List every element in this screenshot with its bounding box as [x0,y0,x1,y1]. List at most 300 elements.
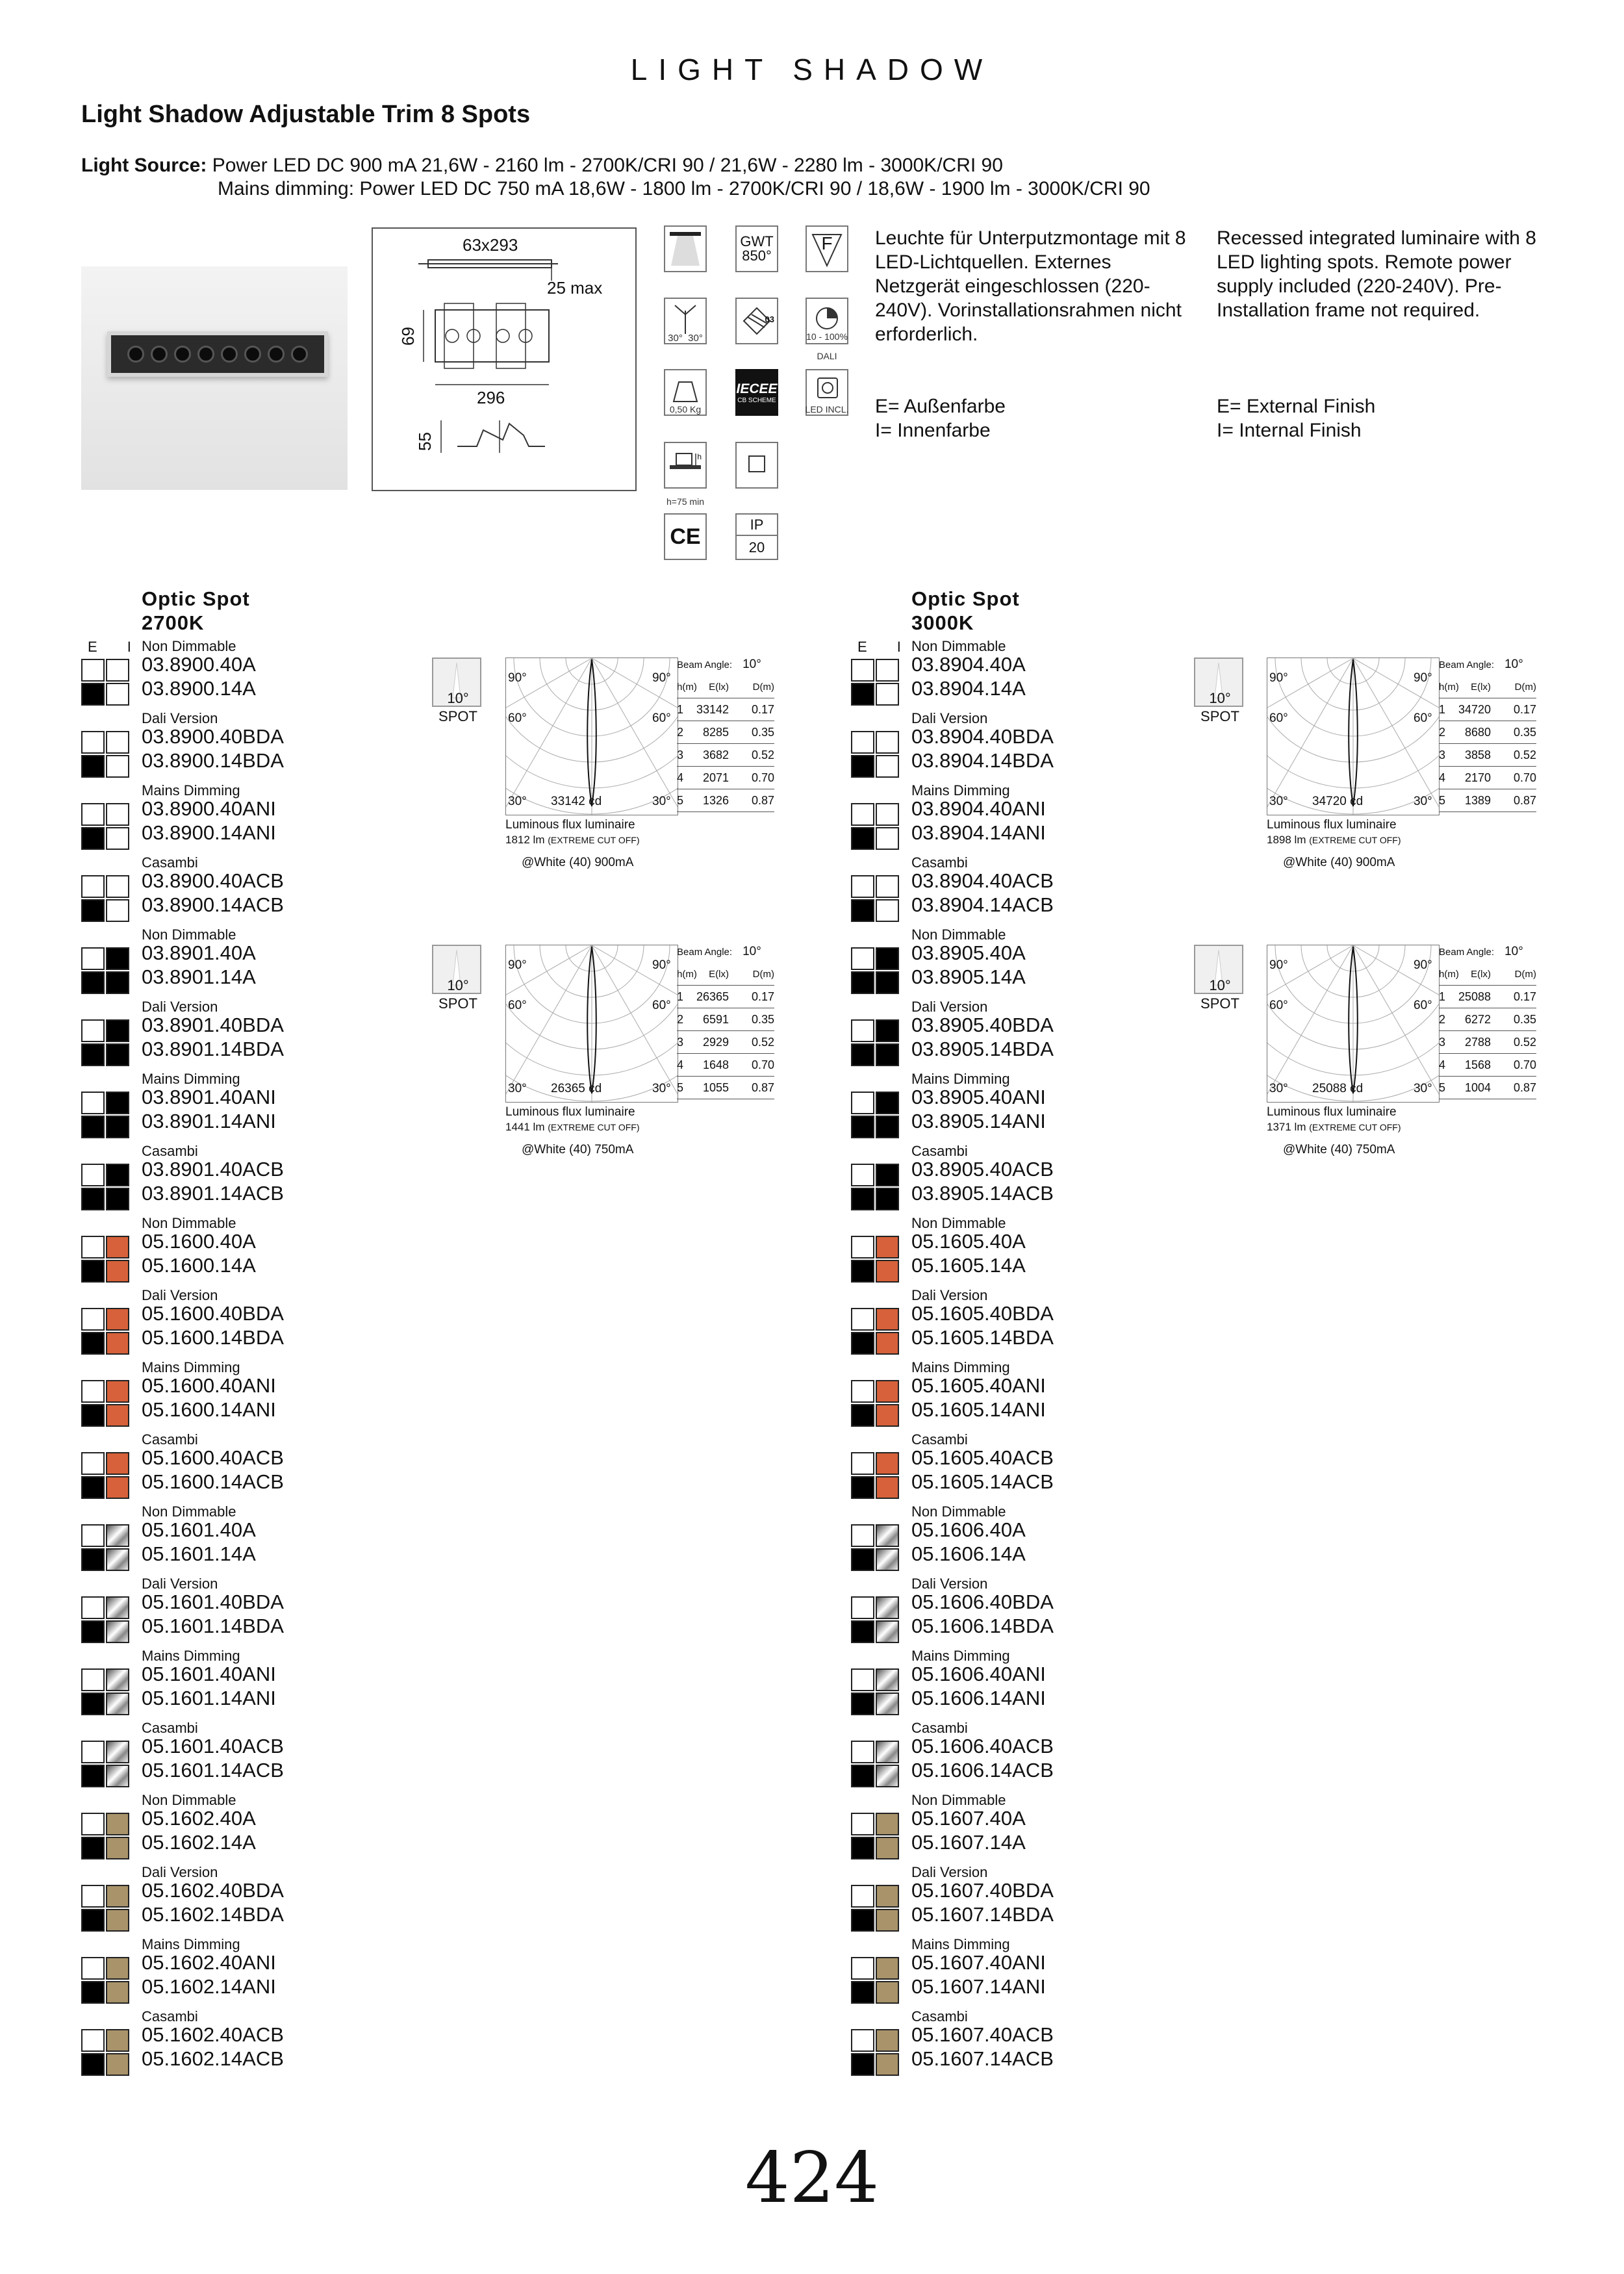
category-label: Mains Dimming [142,1936,240,1952]
table-cell: 0.52 [1513,748,1536,761]
swatch-ext-ext [851,1236,874,1258]
table-cell: 3 [677,1035,684,1049]
swatch-int-int [106,1693,129,1715]
product-code: 03.8905.14ACB [911,1182,1054,1205]
category-label: Non Dimmable [142,1792,236,1808]
category-label: Non Dimmable [142,638,236,654]
polar-angle-30-left: 30° [508,1082,527,1095]
category-label: Mains Dimming [142,1648,240,1664]
swatch-ext-int [876,1452,899,1475]
gwt-label: GWT [740,233,774,249]
finish-swatch [851,1813,900,1861]
table-cell: 2 [1439,725,1446,739]
category-label: Casambi [142,1720,198,1736]
category-label: Casambi [911,854,968,871]
table-cell: 1004 [1464,1080,1491,1094]
class-icon [735,298,778,344]
current-label: @White (40) 750mA [1283,1143,1395,1156]
beam-label: Beam Angle: [677,659,733,671]
polar-angle-90-left: 90° [508,671,527,685]
table-row [677,721,774,744]
product-code: 03.8905.14BDA [911,1038,1054,1060]
category-label: Dali Version [142,999,218,1015]
finish-swatch [851,1741,900,1789]
product-code: 05.1602.14ANI [142,1975,276,1998]
product-code: 05.1600.40A [142,1230,256,1253]
table-cell: 4 [677,1058,684,1071]
product-code: 03.8905.40ANI [911,1086,1046,1108]
category-label: Mains Dimming [142,782,240,798]
swatch-ext-int [876,947,899,970]
swatch-int-ext [851,1909,874,1932]
swatch-int-ext [81,827,105,850]
swatch-int-int [106,1909,129,1932]
product-code: 05.1605.40A [911,1230,1026,1253]
swatch-int-ext [81,971,105,994]
finish-swatch [851,875,900,923]
category-label: Dali Version [142,1864,218,1880]
finish-swatch [81,1308,131,1356]
table-cell: 1568 [1464,1058,1491,1071]
product-code: 03.8905.14A [911,965,1026,988]
tilt-a: 30° [668,333,683,344]
category-label: Dali Version [911,1576,988,1592]
spot-label: SPOT [1200,708,1239,724]
finish-swatch [851,1164,900,1212]
product-trim-image [107,331,328,377]
finish-swatch [851,1452,900,1500]
swatch-ext-int [876,1092,899,1114]
swatch-ext-int [876,1236,899,1258]
luminous-flux-label: Luminous flux luminaire [505,818,635,832]
swatch-int-ext [851,1981,874,2004]
dimming-range: 10 - 100% [806,331,848,342]
swatch-ext-int [106,1668,129,1691]
table-cell: 1 [677,702,684,716]
polar-angle-90-left: 90° [1269,671,1288,685]
drawing-max: 25 max [547,278,603,298]
finish-swatch [81,947,131,995]
ce-mark-icon: CE [664,513,707,560]
swatch-int-int [876,899,899,922]
finish-swatch [81,875,131,923]
drawing-depth: 55 [414,432,435,451]
swatch-ext-ext [851,947,874,970]
table-cell: 0.17 [751,702,774,716]
swatch-ext-int [876,803,899,826]
swatch-ext-int [876,1668,899,1691]
cutoff-label: (EXTREME CUT OFF) [1309,1122,1401,1132]
product-code: 05.1607.40ANI [911,1951,1046,1974]
table-header [1439,676,1536,698]
table-cell: 3 [1439,748,1446,761]
product-code: 05.1606.40BDA [911,1591,1054,1613]
flux-value: 1812 lm [505,834,545,846]
category-label: Non Dimmable [142,1215,236,1231]
swatch-int-ext [851,1476,874,1499]
category-label: Casambi [911,1143,968,1159]
swatch-int-ext [81,1620,105,1643]
swatch-ext-int [106,1236,129,1258]
table-cell: 3682 [702,748,729,761]
swatch-ext-ext [81,1308,105,1331]
product-code: 05.1601.14ANI [142,1687,276,1709]
product-code: 05.1607.40ACB [911,2023,1054,2046]
cutoff-label: (EXTREME CUT OFF) [548,835,640,845]
table-cell: 0.17 [751,990,774,1003]
table-cell: 0.70 [1513,771,1536,784]
drawing-lines [373,229,635,490]
category-label: Mains Dimming [911,1071,1010,1087]
swatch-int-int [876,755,899,778]
light-source-line-1 [81,155,1003,177]
column-cct-1: 3000K [911,611,974,634]
product-code: 05.1601.40ACB [142,1735,284,1757]
light-source-line-2: Mains dimming: Power LED DC 750 mA 18,6W - 1800 lm - 2700K/CRI 90 / 18,6W - 1900 lm - 3000K/CRI 90 [218,178,1150,199]
category-label: Casambi [142,854,198,871]
table-cell: 0.35 [1513,1012,1536,1026]
product-code: 03.8904.40A [911,653,1026,676]
dali-label: DALI [817,351,837,361]
en-i: I= Internal Finish [1217,420,1362,441]
swatch-ext-int [106,1957,129,1980]
category-label: Mains Dimming [911,1359,1010,1375]
h-min: h=75 min [666,496,704,507]
swatch-ext-int [106,1596,129,1619]
spot-label: SPOT [438,995,477,1012]
weight-value: 0,50 Kg [669,404,702,415]
swatch-ext-int [876,1308,899,1331]
table-cell: 0.52 [1513,1035,1536,1049]
swatch-int-ext [81,1693,105,1715]
product-subtitle: Light Shadow Adjustable Trim 8 Spots [81,101,531,128]
table-row [1439,1008,1536,1031]
category-label: Non Dimmable [142,1503,236,1520]
product-code: 05.1600.40ANI [142,1374,276,1397]
product-code: 05.1602.40BDA [142,1879,284,1902]
brand-title: LIGHT SHADOW [630,53,994,86]
swatch-int-ext [81,1188,105,1210]
table-cell: 1 [1439,702,1446,716]
swatch-ext-ext [851,1452,874,1475]
swatch-int-ext [851,1043,874,1066]
illuminance-table [1439,676,1536,812]
category-label: Non Dimmable [911,638,1006,654]
category-label: Dali Version [142,710,218,726]
current-label: @White (40) 900mA [1283,856,1395,869]
finish-swatch [81,1957,131,2005]
table-cell: 0.35 [751,1012,774,1026]
drawing-height: 69 [398,327,418,346]
product-code: 05.1606.14ACB [911,1759,1054,1782]
table-cell: 33142 [696,702,729,716]
de-e: E= Außenfarbe [875,396,1006,417]
swatch-ext-int [876,1524,899,1547]
swatch-ext-ext [851,1596,874,1619]
swatch-ext-int [876,1957,899,1980]
product-code: 05.1607.14ANI [911,1975,1046,1998]
finish-swatch [81,1668,131,1717]
swatch-int-int [876,1260,899,1283]
swatch-ext-ext [851,875,874,898]
table-cell: 0.17 [1513,990,1536,1003]
table-cell: 8680 [1464,725,1491,739]
header-cell: D(m) [752,968,774,980]
ip-rating-icon [735,513,778,560]
product-code: 05.1600.14ACB [142,1470,284,1493]
product-code: 03.8901.14ACB [142,1182,284,1205]
swatch-int-ext [81,755,105,778]
product-code: 05.1601.40A [142,1518,256,1541]
header-cell: E(lx) [709,681,729,693]
swatch-ext-ext [851,1885,874,1908]
swatch-int-int [876,683,899,706]
finish-swatch [81,2029,131,2077]
swatch-ext-ext [81,1813,105,1835]
swatch-int-int [106,1043,129,1066]
swatch-ext-int [876,1885,899,1908]
polar-angle-30-right: 30° [652,795,671,808]
swatch-int-ext [851,1837,874,1859]
polar-center-value: 26365 cd [551,1082,602,1095]
table-cell: 5 [1439,793,1446,807]
finish-swatch [851,1957,900,2005]
product-code: 03.8905.40BDA [911,1014,1054,1036]
swatch-int-int [876,1765,899,1787]
description-en: Recessed integrated luminaire with 8 LED lighting spots. Remote power supply included (220-240V). Pre-Installation frame not required. [1217,227,1536,321]
finish-swatch [851,1524,900,1572]
swatch-int-ext [81,1332,105,1355]
table-cell: 2929 [702,1035,729,1049]
swatch-ext-ext [851,659,874,682]
table-cell: 0.87 [1513,793,1536,807]
polar-angle-60-left: 60° [1269,999,1288,1012]
swatch-ext-ext [81,659,105,682]
spot-angle: 10° [447,977,469,993]
finish-swatch [81,1236,131,1284]
spot-angle: 10° [447,690,469,706]
product-code: 05.1600.14BDA [142,1326,284,1349]
swatch-ext-int [876,1164,899,1186]
table-cell: 0.17 [1513,702,1536,716]
product-code: 03.8900.40ANI [142,797,276,820]
swatch-ext-int [876,1741,899,1763]
table-row [1439,1031,1536,1054]
product-code: 03.8901.14BDA [142,1038,284,1060]
table-cell: 0.52 [751,1035,774,1049]
swatch-ext-int [106,1308,129,1331]
luminous-flux-label: Luminous flux luminaire [1267,818,1397,832]
tilt-angles [659,333,711,344]
swatch-ext-ext [81,1741,105,1763]
header-cell: E(lx) [1471,681,1491,693]
swatch-ext-ext [81,803,105,826]
product-code: 05.1602.40ANI [142,1951,276,1974]
swatch-ext-int [106,875,129,898]
table-cell: 8285 [702,725,729,739]
product-code: 03.8904.14BDA [911,749,1054,772]
polar-center-value: 25088 cd [1312,1082,1364,1095]
polar-angle-60-left: 60° [1269,711,1288,725]
de-i: I= Innenfarbe [875,420,991,441]
flux-value: 1371 lm [1267,1121,1306,1133]
swatch-int-ext [81,1765,105,1787]
swatch-int-ext [851,1404,874,1427]
table-cell: 5 [677,793,684,807]
drawing-cutout: 63x293 [463,235,518,255]
finish-swatch [851,659,900,707]
swatch-ext-ext [851,1741,874,1763]
category-label: Casambi [911,2008,968,2025]
product-code: 05.1605.40ACB [911,1446,1054,1469]
beam-value: 10° [742,945,761,958]
product-code: 03.8901.40A [142,941,256,964]
iecee-icon [735,369,778,416]
polar-angle-90-right: 90° [652,958,671,972]
product-code: 03.8900.40ACB [142,869,284,892]
swatch-int-int [106,1188,129,1210]
swatch-ext-int [106,803,129,826]
swatch-ext-ext [851,1092,874,1114]
table-cell: 1 [677,990,684,1003]
category-label: Casambi [911,1720,968,1736]
swatch-int-int [106,1837,129,1859]
iecee-sub: CB SCHEME [737,396,776,404]
light-source-label: Light Source: [81,155,207,176]
table-cell: 0.70 [1513,1058,1536,1071]
product-code: 03.8900.14A [142,677,256,700]
table-row [677,744,774,767]
swatch-int-ext [851,1260,874,1283]
finish-swatch [851,947,900,995]
product-code: 05.1605.14BDA [911,1326,1054,1349]
swatch-int-ext [851,1765,874,1787]
swatch-int-ext [851,827,874,850]
swatch-int-int [876,1188,899,1210]
finish-swatch [851,1019,900,1067]
table-cell: 0.70 [751,1058,774,1071]
table-cell: 0.87 [751,793,774,807]
technical-drawing [372,227,637,491]
swatch-ext-ext [851,1957,874,1980]
swatch-int-int [106,1332,129,1355]
flux-value: 1898 lm [1267,834,1306,846]
finish-swatch [81,1524,131,1572]
swatch-ext-int [106,1524,129,1547]
table-cell: 6591 [702,1012,729,1026]
header-cell: h(m) [677,681,697,693]
iecee-label: IECEE [736,381,778,396]
swatch-ext-ext [851,1380,874,1403]
table-cell: 5 [1439,1080,1446,1094]
swatch-int-int [876,1981,899,2004]
installation-height-icon [664,442,707,489]
table-cell: 4 [1439,771,1446,784]
swatch-int-ext [81,1909,105,1932]
table-cell: 3858 [1464,748,1491,761]
beam-label: Beam Angle: [1439,947,1495,958]
product-code: 05.1607.14ACB [911,2047,1054,2070]
swatch-ext-int [106,1164,129,1186]
beam-angle [677,945,761,959]
swatch-ext-int [106,1452,129,1475]
product-code: 05.1602.14ACB [142,2047,284,2070]
swatch-ext-ext [81,1380,105,1403]
swatch-ext-ext [851,2029,874,2052]
product-code: 03.8901.14ANI [142,1110,276,1132]
tilt-b: 30° [688,333,703,344]
finish-legend-en [1217,394,1375,442]
beam-angle [677,658,761,672]
table-cell: 1389 [1464,793,1491,807]
swatch-ext-int [106,2029,129,2052]
swatch-ext-int [106,659,129,682]
swatch-int-ext [81,1548,105,1571]
finish-swatch [81,1019,131,1067]
finish-swatch [81,1813,131,1861]
polar-center-value: 34720 cd [1312,795,1364,808]
category-label: Non Dimmable [911,1503,1006,1520]
product-code: 05.1601.40BDA [142,1591,284,1613]
polar-angle-60-left: 60° [508,711,527,725]
swatch-ext-ext [81,731,105,754]
product-code: 03.8904.14A [911,677,1026,700]
header-cell: h(m) [677,968,697,980]
finish-swatch [851,1308,900,1356]
table-cell: 2170 [1464,771,1491,784]
product-code: 05.1606.14A [911,1542,1026,1565]
table-row [1439,789,1536,812]
table-cell: 0.35 [1513,725,1536,739]
polar-angle-90-right: 90° [652,671,671,685]
product-code: 03.8904.40ANI [911,797,1046,820]
category-label: Dali Version [911,710,988,726]
header-cell: h(m) [1439,681,1459,693]
swatch-int-int [106,899,129,922]
gwt-temp: 850° [742,248,772,264]
table-cell: 5 [677,1080,684,1094]
light-source-text-1: Power LED DC 900 mA 21,6W - 2160 lm - 2700K/CRI 90 / 21,6W - 2280 lm - 3000K/CRI 90 [212,155,1003,176]
polar-angle-30-right: 30° [1414,1082,1432,1095]
finish-swatch [81,1741,131,1789]
swatch-int-int [876,1693,899,1715]
column-optic-1: Optic Spot [911,587,1020,610]
category-label: Dali Version [142,1576,218,1592]
category-label: Mains Dimming [911,1648,1010,1664]
illuminance-table [1439,963,1536,1099]
swatch-ext-int [106,1019,129,1042]
swatch-int-ext [851,2053,874,2076]
product-code: 05.1605.14ACB [911,1470,1054,1493]
en-e: E= External Finish [1217,396,1376,417]
category-label: Dali Version [911,1864,988,1880]
product-code: 05.1606.40ACB [911,1735,1054,1757]
swatch-ext-ext [851,1668,874,1691]
swatch-ext-ext [81,1524,105,1547]
category-label: Dali Version [911,999,988,1015]
table-cell: 2 [677,1012,684,1026]
beam-value: 10° [1504,945,1523,958]
finish-swatch [851,1596,900,1644]
product-code: 05.1601.40ANI [142,1663,276,1685]
swatch-int-int [876,1476,899,1499]
polar-angle-60-left: 60° [508,999,527,1012]
swatch-int-ext [851,755,874,778]
product-code: 05.1607.40BDA [911,1879,1054,1902]
polar-angle-30-left: 30° [1269,1082,1288,1095]
luminous-flux-value [1267,832,1401,848]
swatch-ext-ext [81,1236,105,1258]
